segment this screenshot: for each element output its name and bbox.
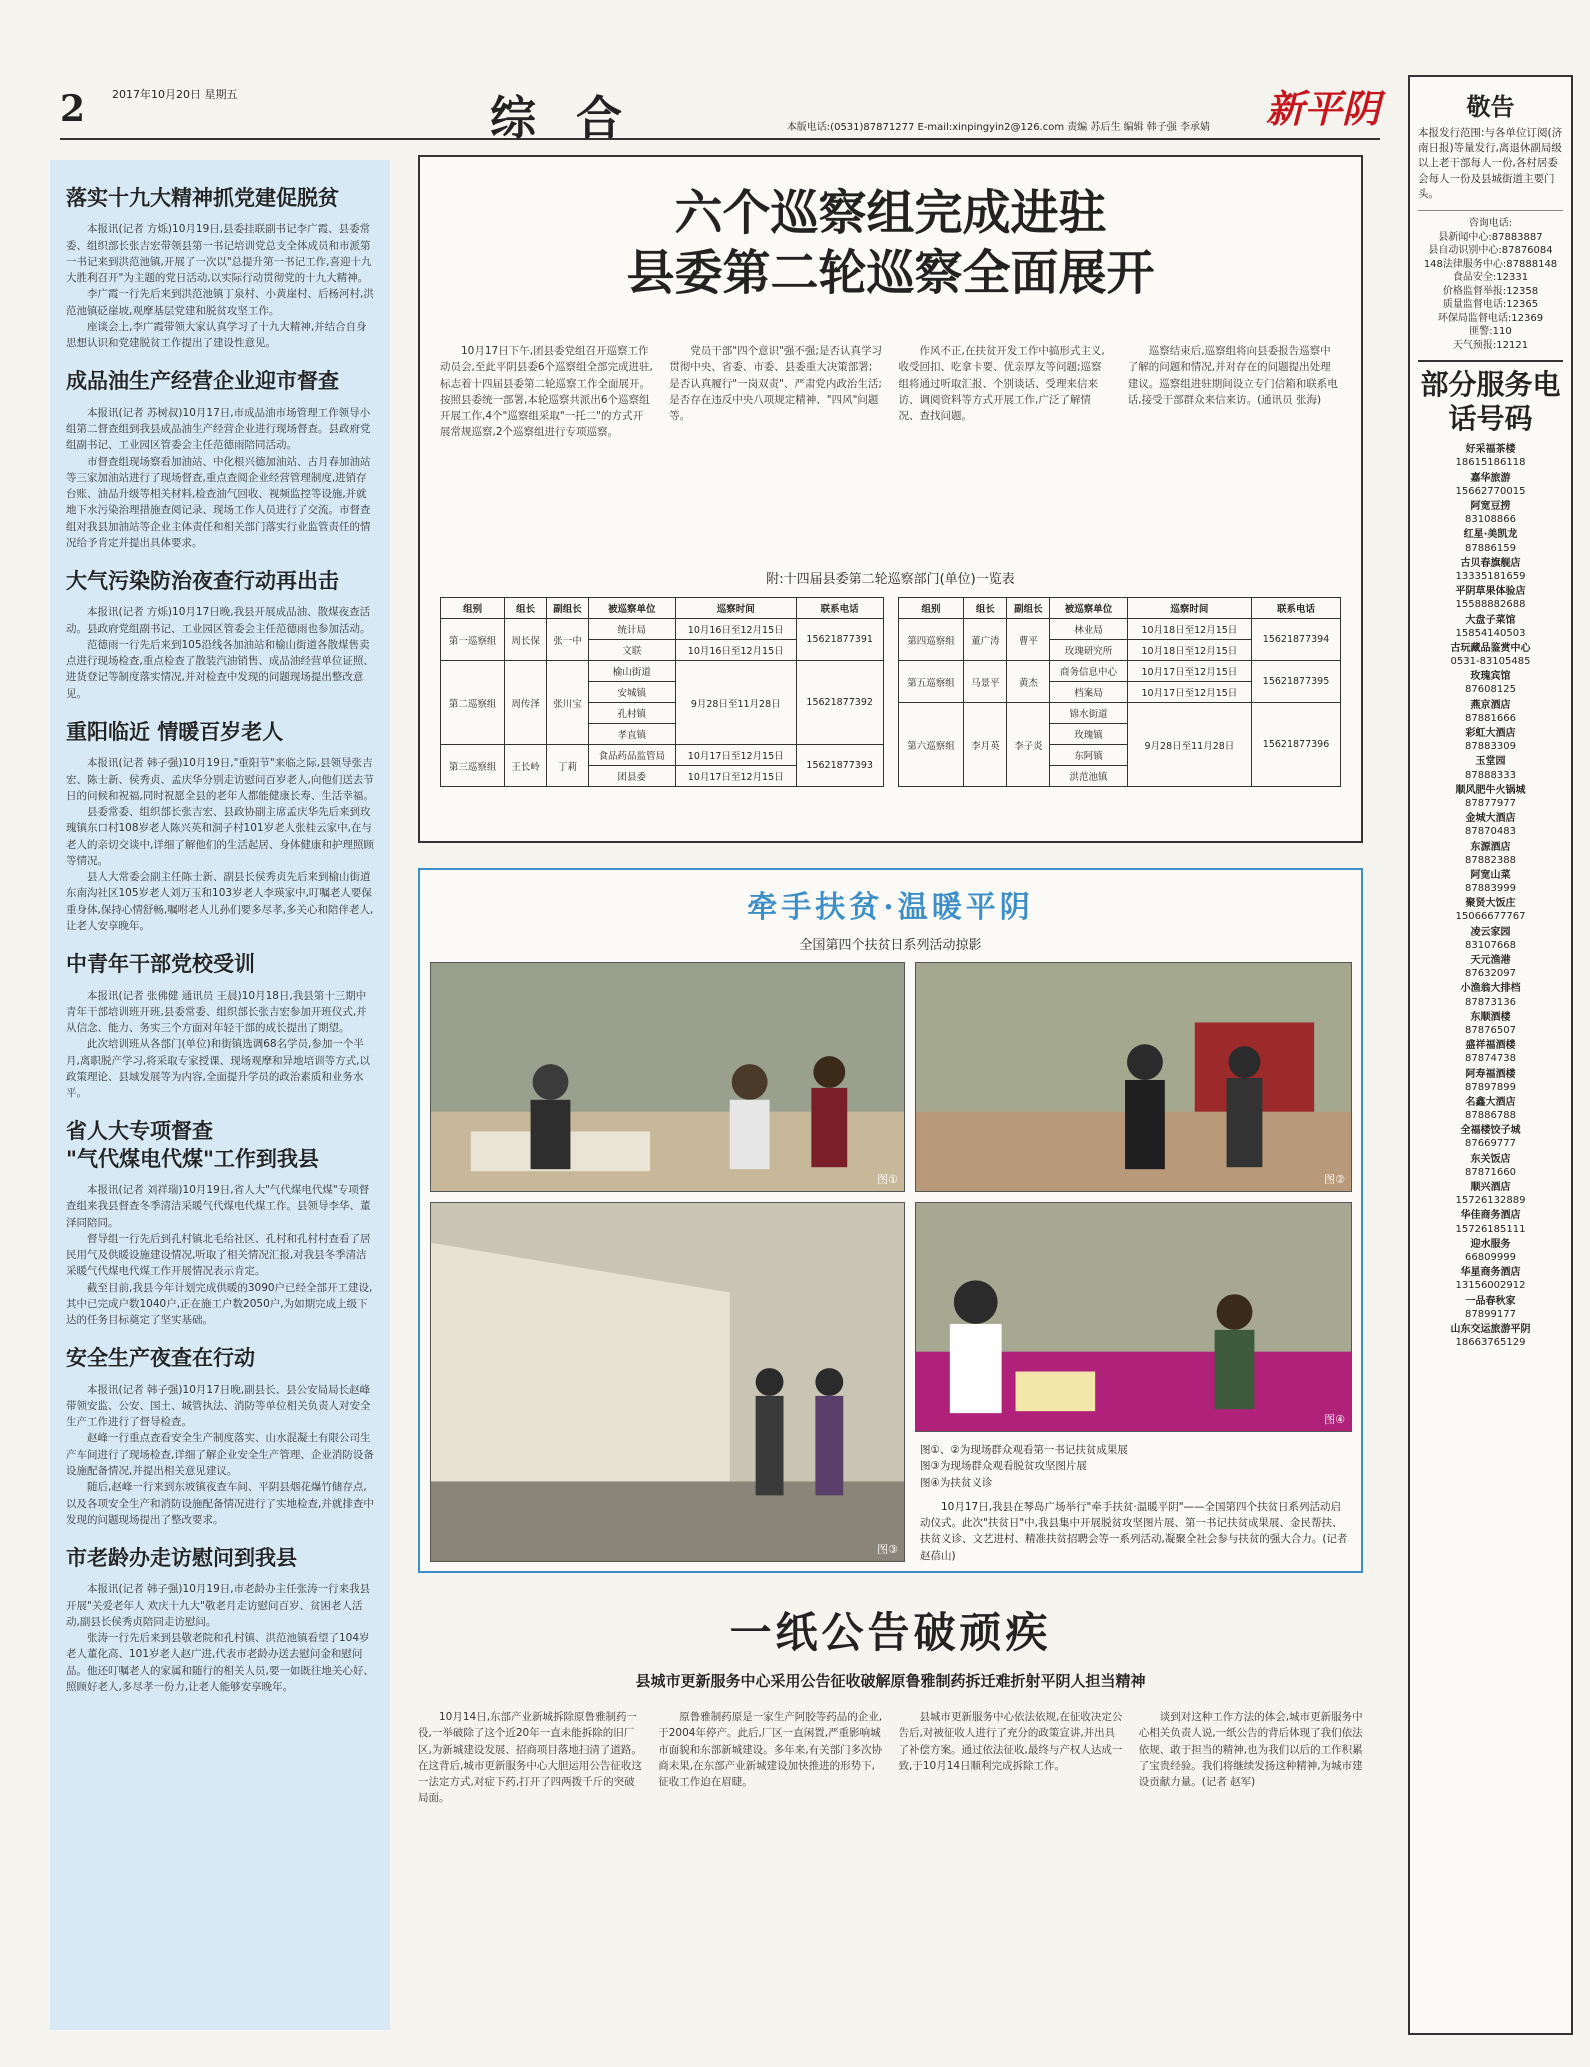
service-phone: 87632097	[1465, 968, 1516, 980]
body-para: 谈到对这种工作方法的体会,城市更新服务中心相关负责人说,一纸公告的背后体现了我们依法依规、敢于担当的精神,也为我们以后的工作积累了宝贵经验。我们将继续发扬这种精神,为城市建设贡献力量。(记者 赵军)	[1138, 1711, 1363, 1789]
table-cell: 15621877394	[1252, 619, 1341, 661]
service-entry	[1418, 869, 1563, 895]
brief-para: 本报讯(记者 韩子强)10月19日,"重阳节"来临之际,县领导张吉宏、陈士新、侯秀贞、孟庆华分别走访慰问百岁老人,向他们送去节日的问候和祝福,同时祝愿全县的老年人都能健康长寿、生活幸福。	[66, 757, 374, 802]
photo-description: 10月17日,我县在琴岛广场举行"牵手扶贫·温暖平阴"——全国第四个扶贫日系列活动启动仪式。此次"扶贫日"中,我县集中开展脱贫攻坚图片展、第一书记扶贫成果展、金民帮扶、扶贫义诊、文艺进村、精准扶贫招聘会等一系列活动,凝聚全社会参与扶贫的强大合力。(记者 赵蓓山)	[920, 1500, 1348, 1562]
table-header: 被巡察单位	[1050, 598, 1127, 619]
service-phone: 87876507	[1465, 1024, 1516, 1036]
service-entry	[1418, 954, 1563, 980]
brief-para: 本报讯(记者 苏树叔)10月17日,市成品油市场管理工作领导小组第二督查组到我县成品油生产经营企业进行现场督查。县政府党组副书记、工业园区管委会主任范德雨陪同活动。	[66, 406, 371, 452]
service-phone: 87874738	[1465, 1053, 1516, 1065]
hotline-entry: 148法律服务中心:87888148	[1423, 258, 1558, 270]
service-entry	[1418, 1238, 1563, 1264]
service-phone: 15726185111	[1455, 1223, 1526, 1235]
issue-date: 2017年10月20日 星期五	[112, 88, 238, 101]
brief-para: 范德雨一行先后来到105沿线各加油站和榆山街道各散煤售卖点进行现场检查,重点检查了散装汽油销售、成品油经营单位证照、进货登记等制度落实情况,并对检查中发现的问题现场提出整改意见。	[66, 638, 374, 700]
service-phone: 13156002912	[1455, 1280, 1526, 1292]
article-body	[440, 343, 1341, 558]
service-name: 华佳商务酒店	[1460, 1210, 1521, 1222]
service-entry	[1418, 642, 1563, 668]
photo-feature-headline: 牵手扶贫·温暖平阴	[747, 890, 1034, 925]
table-cell: 曹平	[1007, 619, 1050, 661]
service-name: 玉堂园	[1475, 756, 1506, 768]
table-header: 组别	[898, 598, 964, 619]
table-cell: 15621877396	[1252, 703, 1341, 787]
table-cell: 黄杰	[1007, 661, 1050, 703]
service-name: 古玩藏品鉴赏中心	[1450, 642, 1531, 654]
service-phone: 66809999	[1465, 1251, 1516, 1263]
service-phone: 87883999	[1465, 883, 1516, 895]
brief-para: 张涛一行先后来到县敬老院和孔村镇、洪范池镇看望了104岁老人董化高、101岁老人赵广进,代表市老龄办送去慰问金和慰问品。他还叮嘱老人的家属和随行的相关人员,要一如既往地关心好、照顾好老人,多尽孝一份力,让老人能够安享晚年。	[66, 1632, 374, 1693]
brief-para: 李广霞一行先后来到洪范池镇丁泉村、小黄崖村、后杨河村,洪范池镇砭崖坡,观摩基层党建和脱贫攻坚工作。	[66, 288, 374, 317]
body-para: 县城市更新服务中心依法依规,在征收决定公告后,对被征收人进行了充分的政策宣讲,并出具了补偿方案。通过依法征收,最终与产权人达成一致,于10月14日顺利完成拆除工作。	[898, 1711, 1123, 1772]
table-cell: 第四巡察组	[898, 619, 964, 661]
service-name: 燕京酒店	[1470, 699, 1511, 711]
brief-title: 大气污染防治夜查行动再出击	[66, 568, 339, 594]
service-phone: 18663765129	[1455, 1337, 1526, 1349]
table-cell: 10月17日至12月15日	[675, 766, 796, 787]
hotline-entry: 县自动识别中心:87876084	[1428, 245, 1553, 257]
table-cell: 第二巡察组	[441, 661, 505, 745]
news-brief	[66, 1544, 374, 1695]
hotline-entry: 县新闻中心:87883887	[1438, 231, 1543, 243]
service-name: 一品春秋家	[1465, 1295, 1516, 1307]
body-para: 巡察结束后,巡察组将向县委报告巡察中了解的问题和情况,并对存在的问题提出处理建议。巡察组进驻期间设立专门信箱和联系电话,接受干部群众来信来访。(通讯员 张海)	[1127, 345, 1338, 406]
hotline-label: 咨询电话:	[1468, 218, 1513, 230]
hotline-entry: 价格监督举报:12358	[1442, 285, 1539, 297]
brief-title: 成品油生产经营企业迎市督查	[66, 368, 339, 394]
service-phone: 18615186118	[1455, 457, 1526, 469]
services-title: 部分服务电话号码	[1418, 360, 1563, 435]
poverty-relief-photo-feature	[418, 868, 1363, 1573]
page-number: 2	[60, 88, 86, 130]
news-brief	[66, 718, 374, 934]
table-cell: 安城镇	[588, 682, 675, 703]
service-entry	[1418, 1124, 1563, 1150]
service-phone: 15662770015	[1455, 485, 1526, 497]
brief-para: 此次培训班从各部门(单位)和街镇选调68名学员,参加一个半月,离职脱产学习,将采取专家授课、现场观摩和异地培训等方式,以政策理论、县域发展等为内容,全面提升学员的政治素质和业务水平。	[66, 1038, 371, 1100]
table-row	[441, 661, 884, 682]
service-name: 山东交运旅游平阴	[1450, 1323, 1531, 1335]
table-cell: 锦水街道	[1050, 703, 1127, 724]
service-phone: 87886788	[1465, 1110, 1516, 1122]
service-name: 名鑫大酒店	[1465, 1096, 1516, 1108]
news-brief	[66, 184, 374, 351]
hotline-entry: 环保局监督电话:12369	[1437, 312, 1544, 324]
service-phone: 87883309	[1465, 741, 1516, 753]
table-header: 巡察时间	[1127, 598, 1251, 619]
service-phone: 87870483	[1465, 826, 1516, 838]
brief-title: 重阳临近 情暖百岁老人	[66, 719, 284, 744]
service-phone: 87886159	[1465, 542, 1516, 554]
service-entry	[1418, 1153, 1563, 1179]
table-cell: 15621877393	[796, 745, 883, 787]
news-brief	[66, 367, 374, 551]
table-row	[441, 745, 884, 766]
service-entry	[1418, 557, 1563, 583]
service-name: 大盘子菜馆	[1465, 614, 1516, 626]
table-cell: 10月17日至12月15日	[1127, 682, 1251, 703]
service-name: 小渔翁大排档	[1460, 983, 1521, 995]
service-phone: 87608125	[1465, 684, 1516, 696]
notice-headline: 一纸公告破顽疾	[729, 1608, 1052, 1657]
table-cell: 周传泽	[505, 661, 547, 745]
table-cell: 李月英	[964, 703, 1007, 787]
table-cell: 10月17日至12月15日	[675, 745, 796, 766]
table-cell: 王长岭	[505, 745, 547, 787]
service-phone: 87669777	[1465, 1138, 1516, 1150]
news-brief	[66, 567, 374, 702]
caption-line: 图④为扶贫义诊	[920, 1476, 993, 1489]
body-para: 10月17日下午,团县委党组召开巡察工作动员会,至此平阴县委6个巡察组全部完成进驻,标志着十四届县委第二轮巡察工作全面展开。按照县委统一部署,本轮巡察共派出6个巡察组开展工作,4个"巡察组采取"一托二"的方式开展常规巡察,2个巡察组进行专项巡察。	[440, 345, 653, 439]
service-phone: 83107668	[1465, 939, 1516, 951]
service-name: 平阴草果体验店	[1455, 586, 1526, 598]
left-news-column	[50, 160, 390, 2030]
table-header: 巡察时间	[675, 598, 796, 619]
service-name: 东关饭店	[1470, 1153, 1511, 1165]
service-name: 嘉华旅游	[1470, 472, 1511, 484]
inspection-article	[418, 155, 1363, 843]
service-phone: 83108866	[1465, 514, 1516, 526]
table-cell: 周长保	[505, 619, 547, 661]
hotline-entry: 匪警:110	[1469, 326, 1512, 338]
table-cell: 第五巡察组	[898, 661, 964, 703]
newspaper-logo: 新平阴	[1265, 86, 1380, 131]
service-entry	[1418, 1295, 1563, 1321]
table-cell: 玫瑰研究所	[1050, 640, 1127, 661]
brief-para: 本报讯(记者 刘祥瑞)10月19日,省人大"气代煤电代煤"专项督查组来我县督查冬季清洁采暖气代煤电代煤工作。县领导李华、董泽同陪同。	[66, 1183, 371, 1229]
service-phone: 15854140503	[1455, 627, 1526, 639]
news-brief	[66, 950, 374, 1101]
service-name: 金城大酒店	[1465, 813, 1516, 825]
photo-4	[915, 1202, 1352, 1432]
news-brief	[66, 1117, 374, 1328]
table-cell: 张一中	[547, 619, 589, 661]
brief-para: 本报讯(记者 方烁)10月19日,县委挂联副书记李广霞、县委常委、组织部长张吉宏带领县第一书记培训党总支全体成员和市派第一书记来到洪范池镇,开展了一次以"总提升第一书记工作,喜迎十九大胜利召开"为主题的党日活动,以实际行动贯彻党的十九大精神。	[66, 223, 372, 285]
table-row	[441, 619, 884, 640]
brief-title: 省人大专项督查 "气代煤电代煤"工作到我县	[66, 1118, 319, 1171]
table-header: 副组长	[1007, 598, 1050, 619]
table-cell: 第六巡察组	[898, 703, 964, 787]
table-cell: 食品药品监管局	[588, 745, 675, 766]
photo-label: 图④	[1324, 1413, 1345, 1426]
notice-text: 本报发行范围:与各单位订阅(济南日报)等量发行,离退休副局级以上老干部每人一份,各村居委会每人一份及县城街道主要门头。	[1418, 126, 1563, 211]
brief-para: 座谈会上,李广霞带领大家认真学习了十九大精神,并结合自身思想认识和党建脱贫工作提出了建设性意见。	[66, 320, 367, 350]
service-name: 华星商务酒店	[1460, 1267, 1521, 1279]
service-entry	[1418, 614, 1563, 640]
service-name: 阿宽豆捞	[1470, 501, 1511, 513]
table-caption: 附:十四届县委第二轮巡察部门(单位)一览表	[766, 572, 1015, 587]
service-entry	[1418, 1039, 1563, 1065]
service-name: 古贝春旗舰店	[1460, 557, 1521, 569]
hotline-list	[1418, 231, 1563, 353]
service-phone: 13335181659	[1455, 570, 1526, 582]
table-row	[898, 703, 1341, 724]
table-header: 被巡察单位	[588, 598, 675, 619]
table-cell: 林业局	[1050, 619, 1127, 640]
brief-para: 赵峰一行重点查看安全生产制度落实、山水混凝土有限公司生产车间进行了现场检查,详细了解企业安全生产管理、企业消防设备设施配备情况,并提出相关意见建议。	[66, 1432, 374, 1477]
table-cell: 15621877391	[796, 619, 883, 661]
exhibition-image	[916, 963, 1351, 1191]
service-entry	[1418, 585, 1563, 611]
table-cell: 董广涛	[964, 619, 1007, 661]
table-header: 组别	[441, 598, 505, 619]
table-cell: 洪范池镇	[1050, 766, 1127, 787]
service-entry	[1418, 1068, 1563, 1094]
service-phone: 87877977	[1465, 797, 1516, 809]
brief-para: 本报讯(记者 韩子强)10月17日晚,副县长、县公安局局长赵峰带领安监、公安、国土、城管执法、消防等单位相关负责人对安全生产工作进行了督导检查。	[66, 1383, 371, 1429]
table-cell: 10月16日至12月15日	[675, 640, 796, 661]
table-cell: 孝直镇	[588, 724, 675, 745]
clinic-image	[916, 1203, 1351, 1431]
gallery-image	[431, 1203, 904, 1561]
table-cell: 档案局	[1050, 682, 1127, 703]
editorial-info: 本版电话:(0531)87871277 E-mail:xinpingyin2@126.com 责编 苏后生 编辑 韩子强 李承婧	[786, 122, 1210, 133]
body-para: 党员干部"四个意识"强不强;是否认真学习贯彻中央、省委、市委、县委重大决策部署;是否认真履行"一岗双责"、严肃党内政治生活;是否存在违反中央八项规定精神、"四风"问题等。	[669, 345, 882, 423]
table-cell: 李子炎	[1007, 703, 1050, 787]
photo-label: 图①	[877, 1173, 898, 1186]
table-cell: 榆山街道	[588, 661, 675, 682]
service-phone: 0531-83105485	[1450, 656, 1531, 668]
right-sidebar	[1408, 75, 1573, 2035]
table-header: 副组长	[547, 598, 589, 619]
service-name: 盛祥福酒楼	[1465, 1040, 1516, 1052]
service-name: 凌云家园	[1470, 926, 1511, 938]
service-entry	[1418, 670, 1563, 696]
brief-title: 市老龄办走访慰问到我县	[66, 1545, 297, 1571]
table-cell: 马景平	[964, 661, 1007, 703]
service-entry	[1418, 784, 1563, 810]
service-name: 迎水服务	[1470, 1238, 1511, 1250]
crowd-image	[431, 963, 904, 1191]
table-cell: 15621877392	[796, 661, 883, 745]
brief-title: 安全生产夜查在行动	[66, 1345, 255, 1371]
table-cell: 丁莉	[547, 745, 589, 787]
main-headline	[440, 183, 1341, 303]
photo-captions	[920, 1442, 1350, 1564]
photo-label: 图②	[1324, 1173, 1345, 1186]
inspection-table-right	[898, 597, 1342, 787]
service-name: 玫瑰宾馆	[1470, 671, 1511, 683]
service-entry	[1418, 1266, 1563, 1292]
brief-title: 中青年干部党校受训	[66, 951, 255, 977]
service-entry	[1418, 755, 1563, 781]
table-header: 组长	[964, 598, 1007, 619]
photo-3	[430, 1202, 905, 1562]
service-name: 东源酒店	[1470, 841, 1511, 853]
table-cell: 10月18日至12月15日	[1127, 619, 1251, 640]
service-name: 阿寿福酒楼	[1465, 1068, 1516, 1080]
service-entry	[1418, 812, 1563, 838]
service-name: 好采福茶楼	[1465, 444, 1516, 456]
inspection-table-left	[440, 597, 884, 787]
brief-title: 落实十九大精神抓党建促脱贫	[66, 185, 339, 210]
table-header: 联系电话	[1252, 598, 1341, 619]
hotline-entry: 质量监督电话:12365	[1442, 299, 1539, 311]
table-cell: 9月28日至11月28日	[1127, 703, 1251, 787]
service-entry	[1418, 1323, 1563, 1349]
service-name: 红星·美凯龙	[1463, 529, 1518, 541]
table-cell: 玫瑰镇	[1050, 724, 1127, 745]
table-row	[898, 619, 1341, 640]
table-cell: 文联	[588, 640, 675, 661]
brief-para: 本报讯(记者 韩子强)10月19日,市老龄办主任张涛一行来我县开展"关爱老年人 欢庆十九大"敬老月走访慰问百岁、贫困老人活动,副县长侯秀贞陪同走访慰问。	[66, 1583, 371, 1628]
service-entry	[1418, 841, 1563, 867]
service-phone: 15588882688	[1455, 599, 1526, 611]
service-phone: 15726132889	[1455, 1195, 1526, 1207]
service-entry	[1418, 1096, 1563, 1122]
headline-line-1: 六个巡察组完成进驻	[674, 185, 1107, 241]
caption-line: 图①、②为现场群众观看第一书记扶贫成果展	[920, 1444, 1128, 1456]
table-cell: 孔村镇	[588, 703, 675, 724]
table-cell: 商务信息中心	[1050, 661, 1127, 682]
service-phone: 15066677767	[1455, 911, 1526, 923]
brief-para: 督导组一行先后到孔村镇北毛给社区、孔村和孔村村查看了居民用气及供暖设施建设情况,听取了相关情况汇报,对我县冬季清洁采暖气代煤电代煤工作开展情况表示肯定。	[66, 1232, 371, 1278]
service-entry	[1418, 982, 1563, 1008]
notice-article	[418, 1600, 1363, 2030]
table-cell: 团县委	[588, 766, 675, 787]
service-phone: 87881666	[1465, 712, 1516, 724]
caption-line: 图③为现场群众观看脱贫攻坚图片展	[920, 1460, 1087, 1473]
table-cell: 10月18日至12月15日	[1127, 640, 1251, 661]
body-para: 原鲁雅制药原是一家生产阿胶等药品的企业,于2004年停产。此后,厂区一直闲置,严重影响城市面貌和东部新城建设。多年来,有关部门多次协商未果,在东部产业新城建设加快推进的形势下,征收工作迫在眉睫。	[658, 1711, 883, 1789]
body-para: 10月14日,东部产业新城拆除原鲁雅制药一役,一举破除了这个近20年一直未能拆除的旧厂区,为新城建设发展、招商项目落地扫清了道路。在这背后,城市更新服务中心大胆运用公告征收这一法定方式,对症下药,打开了四两拨千斤的突破局面。	[418, 1711, 642, 1805]
page-header	[60, 80, 1380, 145]
body-para: 作风不正,在扶贫开发工作中搞形式主义,收受回扣、吃拿卡要、优亲厚友等问题;巡察组将通过听取汇报、个别谈话、受理来信来访、调阅资料等方式开展工作,广泛了解情况、查找问题。	[898, 345, 1105, 423]
hotline-entry: 食品安全:12331	[1452, 272, 1529, 284]
service-phone: 87899177	[1465, 1308, 1516, 1320]
service-entry	[1418, 1209, 1563, 1235]
headline-line-2: 县委第二轮巡察全面展开	[626, 245, 1155, 301]
table-cell: 东阿镇	[1050, 745, 1127, 766]
photo-label: 图③	[877, 1543, 898, 1556]
news-brief	[66, 1344, 374, 1528]
table-cell: 张川宝	[547, 661, 589, 745]
service-name: 彩虹大酒店	[1465, 728, 1516, 740]
service-phone: 87882388	[1465, 854, 1516, 866]
service-name: 顺兴酒店	[1470, 1182, 1511, 1194]
service-list	[1418, 443, 1563, 1349]
table-header: 组长	[505, 598, 547, 619]
service-entry	[1418, 443, 1563, 469]
service-name: 天元渔港	[1470, 955, 1511, 967]
service-phone: 87871660	[1465, 1166, 1516, 1178]
brief-para: 截至目前,我县今年计划完成供暖的3090户已经全部开工建设,其中已完成户数1040户,正在施工户数2050户,为如期完成上级下达的任务目标奠定了坚实基础。	[66, 1281, 373, 1327]
notice-title: 敬告	[1466, 92, 1515, 121]
service-entry	[1418, 1011, 1563, 1037]
service-phone: 87873136	[1465, 996, 1516, 1008]
service-name: 东顺酒楼	[1470, 1011, 1511, 1023]
brief-para: 县委常委、组织部长张吉宏、县政协副主席孟庆华先后来到玫瑰镇东口村108岁老人陈兴英和洞子村101岁老人张桂云家中,在与老人的亲切交谈中,详细了解他们的生活起居、身体健康和护理照顾等情况。	[66, 806, 374, 867]
service-name: 顺风肥牛火锅城	[1455, 784, 1526, 796]
brief-para: 市督查组现场察看加油站、中化根兴德加油站、古月春加油站等三家加油站进行了现场督查,重点查阅企业经营管理制度,进销存台账、油品升级等相关材料,检查油气回收、视频监控等设施,并就地下水污染治理措施查阅记录、现场工作人员进行了交流。市督查组对我县加油站等企业主体责任和相关部门落实行业监管责任的情况给予肯定并提出具体要求。	[66, 455, 371, 549]
table-header: 联系电话	[796, 598, 883, 619]
table-row	[898, 661, 1341, 682]
brief-para: 县人大常委会副主任陈士新、副县长侯秀贞先后来到榆山街道东南沟社区105岁老人刘万玉和103岁老人李瑛家中,叮嘱老人要保重身体,保持心情舒畅,嘱咐老人儿孙们要多尽孝,多关心和陪伴老人,让老人安享晚年。	[66, 871, 374, 932]
service-entry	[1418, 1181, 1563, 1207]
hotline-entry: 天气预报:12121	[1452, 339, 1529, 351]
service-entry	[1418, 926, 1563, 952]
table-cell: 统计局	[588, 619, 675, 640]
section-title: 综合	[490, 91, 662, 145]
service-name: 全福楼饺子城	[1460, 1125, 1521, 1137]
table-cell: 第三巡察组	[441, 745, 505, 787]
table-cell: 10月16日至12月15日	[675, 619, 796, 640]
photo-2	[915, 962, 1352, 1192]
service-name: 阿宽山菜	[1470, 869, 1511, 881]
service-entry	[1418, 472, 1563, 498]
service-entry	[1418, 528, 1563, 554]
service-entry	[1418, 727, 1563, 753]
notice-subtitle: 县城市更新服务中心采用公告征收破解原鲁雅制药拆迁难折射平阴人担当精神	[635, 1672, 1146, 1690]
brief-para: 本报讯(记者 张佛健 通讯员 王晨)10月18日,我县第十三期中青年干部培训班开班,县委常委、组织部长张吉宏参加开班仪式,并从信念、能力、务实三个方面对年轻干部的成长提出了期望。	[66, 989, 367, 1035]
photo-1	[430, 962, 905, 1192]
brief-para: 本报讯(记者 方烁)10月17日晚,我县开展成品油、散煤夜查活动。县政府党组副书记、工业园区管委会主任范德雨也参加活动。	[66, 606, 371, 635]
service-entry	[1418, 500, 1563, 526]
service-name: 聚贤大饭庄	[1465, 898, 1516, 910]
brief-para: 随后,赵峰一行来到东坡镇夜查车间、平阴县烟花爆竹储存点,以及各项安全生产和消防设施配备情况进行了实地检查,并就排查中发现的问题现场提出了整改要求。	[66, 1481, 374, 1526]
service-entry	[1418, 897, 1563, 923]
table-cell: 15621877395	[1252, 661, 1341, 703]
table-cell: 9月28日至11月28日	[675, 661, 796, 745]
service-entry	[1418, 699, 1563, 725]
table-cell: 10月17日至12月15日	[1127, 661, 1251, 682]
service-phone: 87888333	[1465, 769, 1516, 781]
table-cell: 第一巡察组	[441, 619, 505, 661]
service-phone: 87897899	[1465, 1081, 1516, 1093]
photo-feature-subtitle: 全国第四个扶贫日系列活动掠影	[799, 938, 982, 953]
